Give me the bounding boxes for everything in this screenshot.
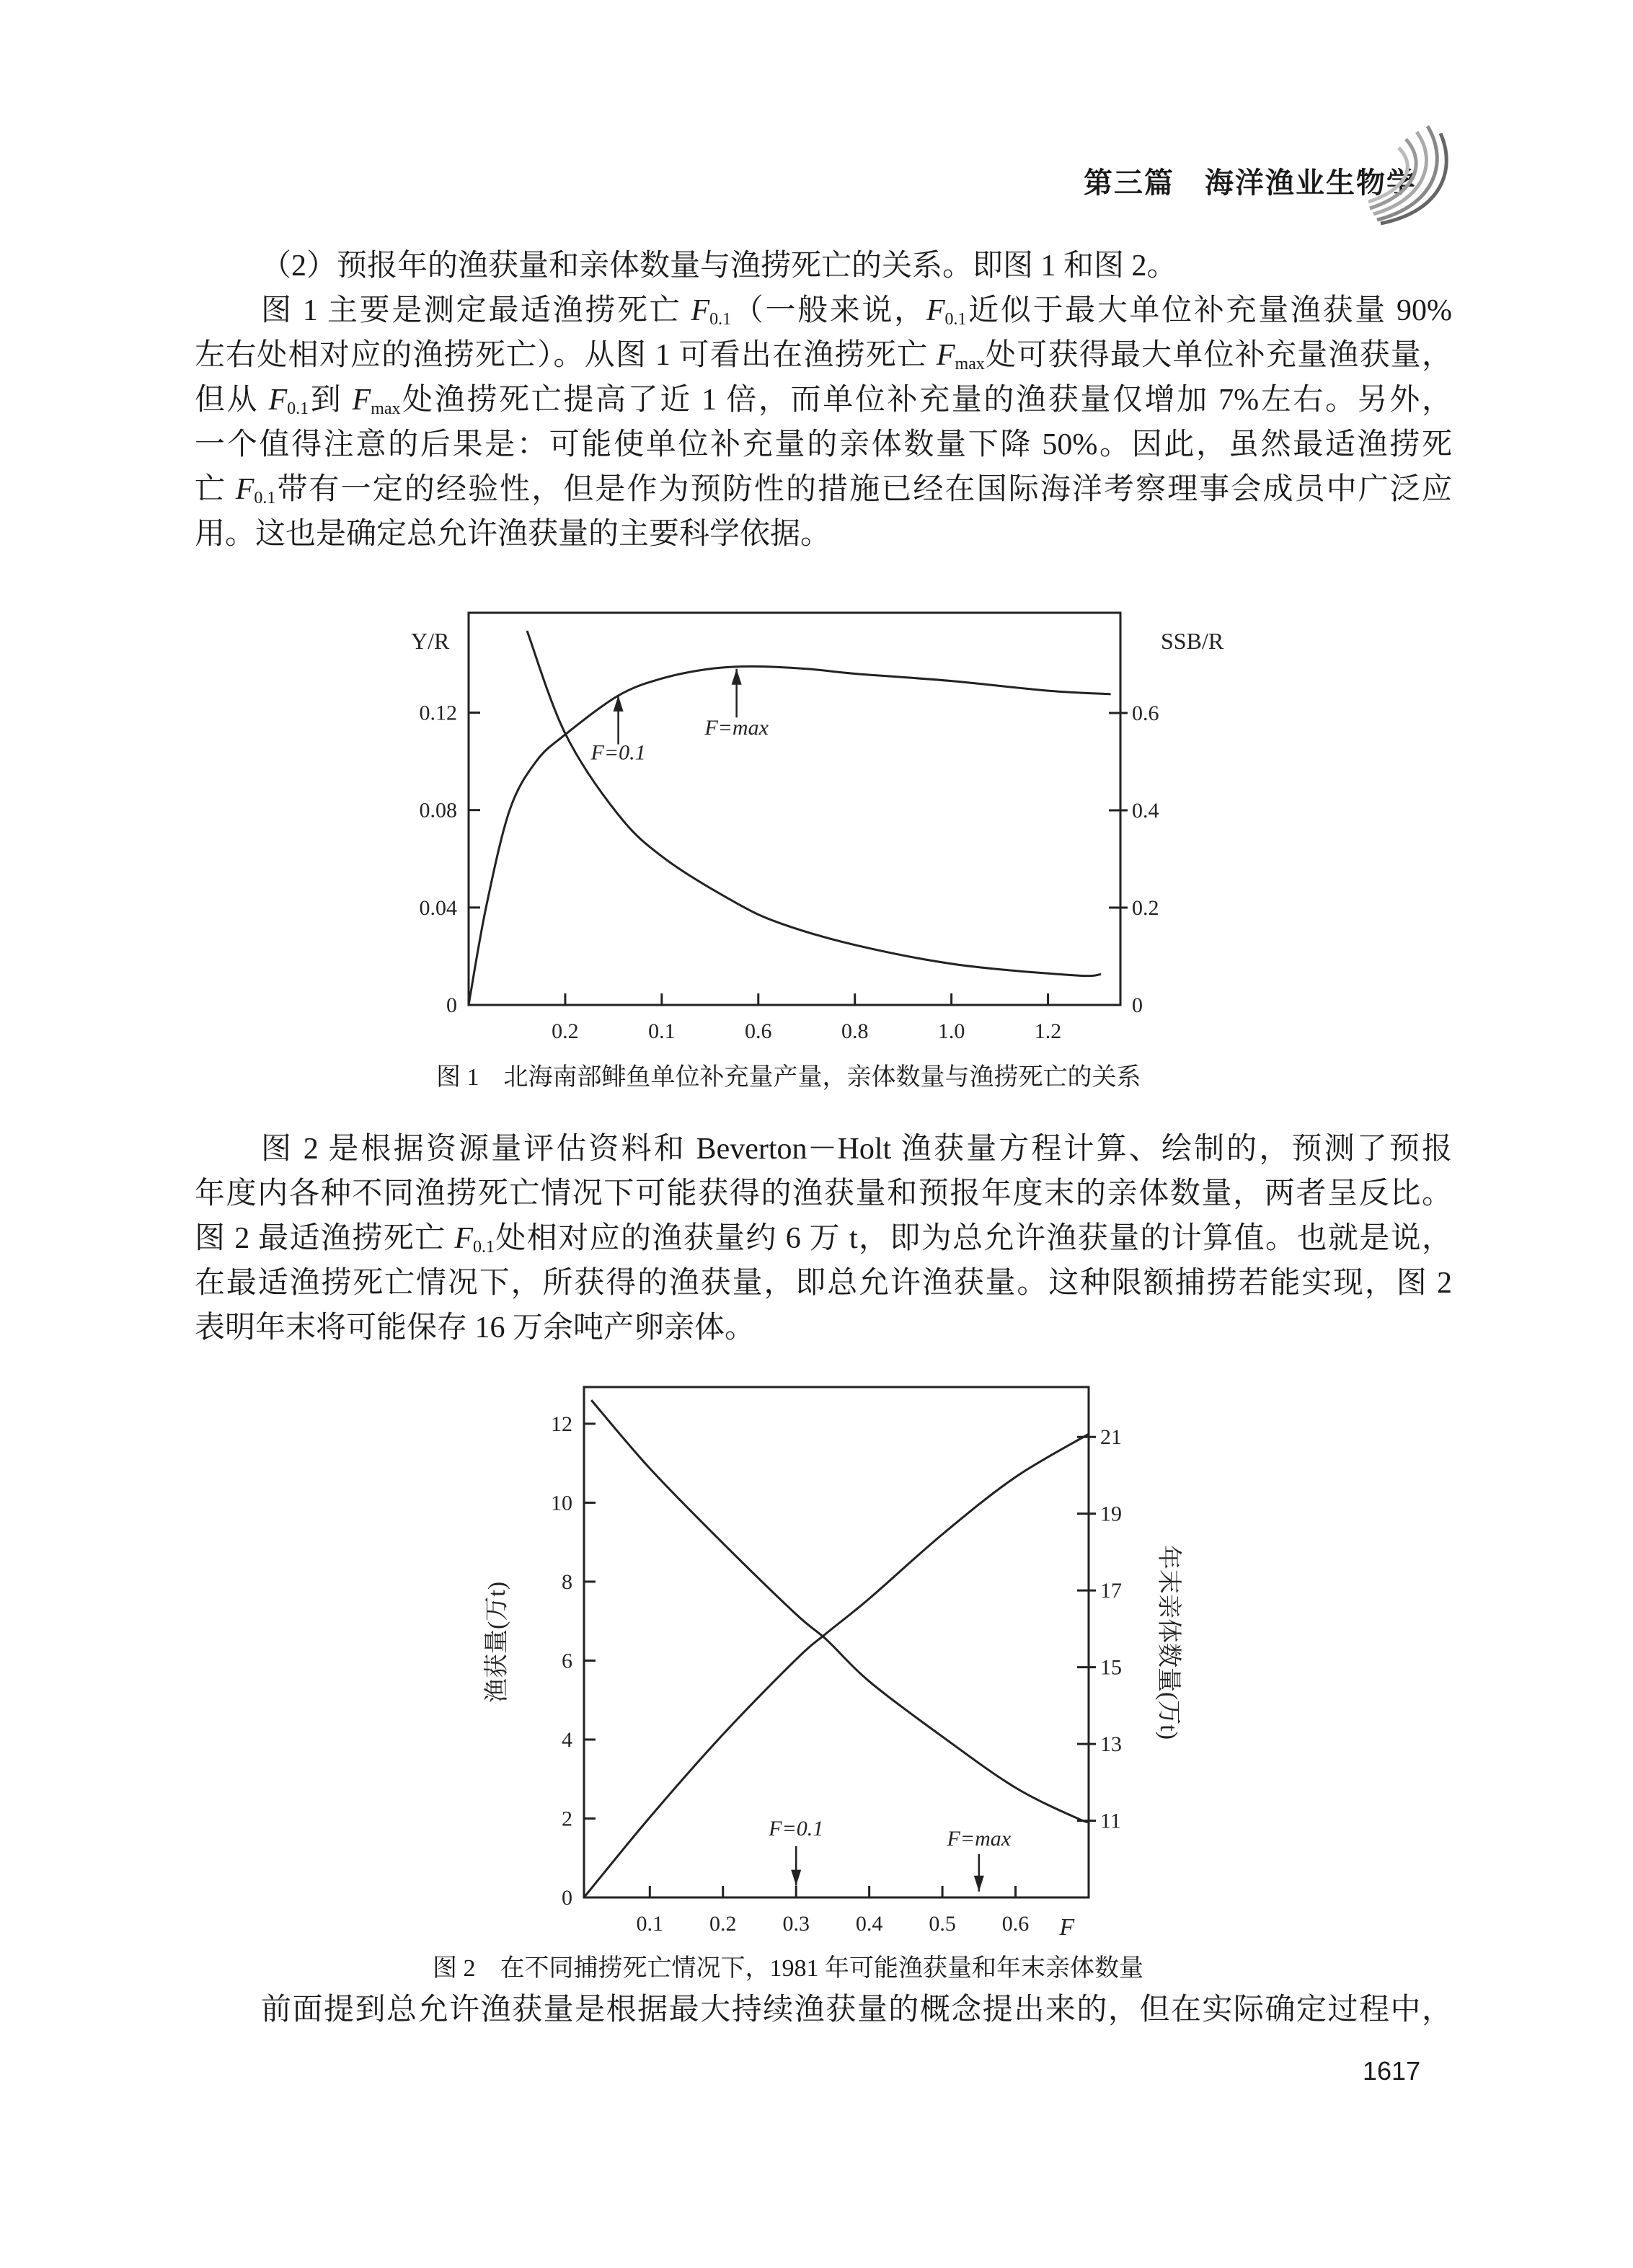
y-right-tick-label: 15 [1100, 1655, 1122, 1680]
text-run: 一个值得注意的后果是：可能使单位补充量的亲体数量下降 50%。因此，虽然最适渔捞死 [195, 428, 1452, 461]
math-variable: F0.1 [454, 1222, 495, 1257]
text-run: （2）预报年的渔获量和亲体数量与渔捞死亡的关系。即图 1 和图 2。 [261, 249, 1177, 283]
x-tick-label: 0.6 [1001, 1912, 1030, 1936]
annotation-arrowhead-icon [791, 1870, 801, 1886]
y-tick-label: 0.12 [419, 701, 457, 725]
annotation-label: F=0.1 [769, 1817, 824, 1841]
y-right-axis-label: 年末亲体数量(万t) [1155, 1544, 1182, 1740]
math-variable: F0.1 [268, 384, 309, 418]
y-tick-label: 12 [551, 1412, 572, 1436]
series-line-left-axis [584, 1434, 1089, 1897]
y-right-tick-label: 0.6 [1132, 701, 1159, 726]
math-variable: Fmax [936, 339, 985, 373]
text-run: 但从 [195, 384, 269, 417]
y-right-axis-label: SSB/R [1161, 628, 1224, 654]
x-tick-label: 0.1 [636, 1912, 664, 1936]
x-tick-label: 0.1 [648, 1019, 676, 1043]
text-run: 近似于最大单位补充量渔获量 90% [966, 294, 1452, 327]
x-tick-label: 1.0 [937, 1019, 965, 1043]
x-tick-label: 1.2 [1034, 1019, 1062, 1043]
y-tick-label: 6 [562, 1649, 572, 1673]
annotation-label: F=0.1 [590, 740, 646, 765]
figure-1-caption: 图 1 北海南部鲱鱼单位补充量产量，亲体数量与渔捞死亡的关系 [436, 1064, 1141, 1091]
text-run: （一般来说， [731, 294, 926, 327]
math-variable: F0.1 [926, 294, 967, 329]
text-run: 处可获得最大单位补充量渔获量， [984, 339, 1452, 372]
text-run: 图 2 是根据资源量评估资料和 Beverton－Holt 渔获量方程计算、绘制的，预测了预报 [261, 1133, 1452, 1166]
y-tick-label: 0 [562, 1886, 572, 1910]
paragraph-tac [195, 1988, 1452, 2032]
y-axis-label: 渔获量(万t) [484, 1581, 510, 1704]
text-run: 到 [309, 384, 353, 417]
x-tick-label: 0.8 [841, 1019, 869, 1043]
x-tick-label: 0.4 [855, 1912, 883, 1936]
y-right-tick-label: 17 [1100, 1579, 1122, 1603]
text-run: 用。这也是确定总允许渔获量的主要科学依据。 [195, 518, 831, 551]
text-run: 带有一定的经验性，但是作为预防性的措施已经在国际海洋考察理事会成员中广泛应 [275, 473, 1452, 506]
text-run: 亡 [195, 473, 236, 506]
text-run: 处渔捞死亡提高了近 1 倍，而单位补充量的渔获量仅增加 7%左右。另外， [400, 384, 1452, 417]
math-variable: Fmax [352, 384, 401, 418]
page-number: 1617 [1363, 2056, 1421, 2086]
chapter-header: 第三篇 海洋渔业生物学 [1084, 167, 1417, 200]
x-tick-label: 0.2 [709, 1912, 737, 1936]
x-tick-label: 0.2 [552, 1019, 579, 1043]
x-tick-label: 0.6 [745, 1019, 772, 1043]
text-line [195, 1988, 1452, 2032]
annotation-arrowhead-icon [974, 1876, 984, 1892]
y-axis-label: Y/R [411, 628, 450, 654]
figure-2-caption: 图 2 在不同捕捞死亡情况下，1981 年可能渔获量和年末亲体数量 [433, 1955, 1143, 1982]
annotation-label: F=max [947, 1826, 1012, 1851]
y-right-tick-label: 0.2 [1132, 896, 1159, 921]
y-tick-label: 8 [562, 1569, 572, 1594]
y-right-tick-label: 0.4 [1132, 799, 1159, 823]
y-tick-label: 0.04 [419, 895, 457, 920]
y-right-tick-label: 13 [1100, 1732, 1122, 1757]
x-tick-label: 0.3 [782, 1912, 810, 1936]
y-right-tick-label: 19 [1100, 1502, 1122, 1526]
text-run: 表明年末将可能保存 16 万余吨产卵亲体。 [195, 1311, 756, 1345]
y-tick-label: 4 [562, 1727, 572, 1752]
text-run: 前面提到总允许渔获量是根据最大持续渔获量的概念提出来的，但在实际确定过程中， [261, 1993, 1452, 2026]
y-tick-label: 0.08 [419, 798, 457, 823]
text-run: 在最适渔捞死亡情况下，所获得的渔获量，即总允许渔获量。这种限额捕捞若能实现，图 2 [195, 1267, 1452, 1300]
x-tick-label: 0.5 [929, 1912, 956, 1936]
y-right-tick-label: 0 [1132, 993, 1143, 1017]
text-run: 图 1 主要是测定最适渔捞死亡 [261, 294, 691, 327]
math-variable: F0.1 [691, 294, 732, 329]
series-line-right-axis [591, 1400, 1089, 1822]
text-run: 左右处相对应的渔捞死亡）。从图 1 可看出在渔捞死亡 [195, 339, 937, 372]
plot-frame [584, 1387, 1089, 1897]
y-right-tick-label: 11 [1100, 1809, 1121, 1833]
y-tick-label: 2 [562, 1807, 572, 1831]
y-tick-label: 0 [446, 993, 457, 1017]
y-right-tick-label: 21 [1100, 1425, 1122, 1450]
x-axis-label: F [1059, 1914, 1075, 1941]
text-run: 图 2 最适渔捞死亡 [195, 1222, 455, 1255]
math-variable: F0.1 [235, 473, 276, 508]
y-tick-label: 10 [551, 1491, 572, 1515]
text-run: 年度内各种不同渔捞死亡情况下可能获得的渔获量和预报年度末的亲体数量，两者呈反比。 [195, 1177, 1452, 1210]
text-run: 处相对应的渔获量约 6 万 t，即为总允许渔获量的计算值。也就是说， [495, 1222, 1452, 1255]
annotation-label: F=max [704, 715, 769, 740]
